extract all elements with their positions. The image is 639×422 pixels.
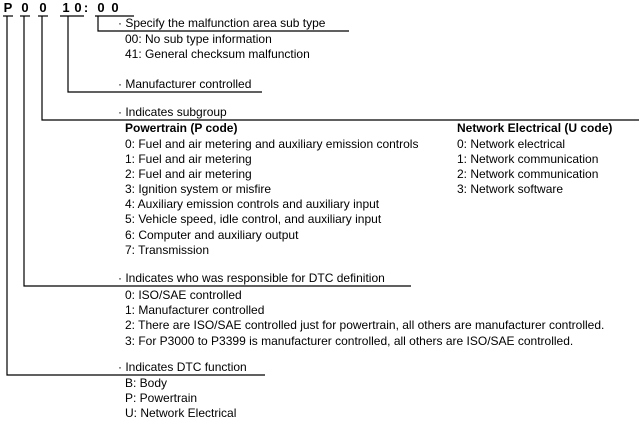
subgroup-header: · Indicates subgroup [118,105,227,119]
powertrain-item-7: 7: Transmission [125,243,210,257]
function-item-1: P: Powertrain [125,391,198,405]
code-char-function: P [3,0,13,15]
code-char-manufacturer-1: 1 [62,0,70,15]
powertrain-item-1: 1: Fuel and air metering [125,152,252,166]
code-char-subtype-2: 0 [111,0,119,15]
powertrain-item-6: 6: Computer and auxiliary output [125,228,299,242]
code-char-responsible: 0 [21,0,29,15]
subtype-header: · Specify the malfunction area sub type [118,16,326,30]
powertrain-item-0: 0: Fuel and air metering and auxiliary emission controls [125,137,419,151]
manufacturer-header: · Manufacturer controlled [118,77,252,91]
network-item-1: 1: Network communication [457,152,599,166]
responsible-item-2: 2: There are ISO/SAE controlled just for powertrain, all others are manufacturer controlled. [125,318,605,332]
code-char-subtype-1: 0 [97,0,105,15]
subtype-item-1: 41: General checksum malfunction [125,47,310,61]
powertrain-item-2: 2: Fuel and air metering [125,167,252,181]
code-char-manufacturer-2: 0 [74,0,82,15]
network-item-2: 2: Network communication [457,167,599,181]
responsible-item-3: 3: For P3000 to P3399 is manufacturer controlled, all others are ISO/SAE controlled. [125,334,574,348]
code-separator: : [83,0,89,15]
powertrain-title: Powertrain (P code) [125,121,238,135]
network-item-0: 0: Network electrical [457,137,566,151]
network-item-3: 3: Network software [457,182,564,196]
function-item-0: B: Body [125,376,168,390]
subtype-item-0: 00: No sub type information [125,32,272,46]
powertrain-item-5: 5: Vehicle speed, idle control, and auxiliary input [125,212,382,226]
responsible-item-1: 1: Manufacturer controlled [125,303,265,317]
responsible-item-0: 0: ISO/SAE controlled [125,288,242,302]
powertrain-item-4: 4: Auxiliary emission controls and auxiliary input [125,197,380,211]
function-item-2: U: Network Electrical [125,406,237,420]
function-header: · Indicates DTC function [118,360,247,374]
powertrain-item-3: 3: Ignition system or misfire [125,182,272,196]
responsible-header: · Indicates who was responsible for DTC definition [118,271,385,285]
code-char-subgroup: 0 [39,0,47,15]
network-title: Network Electrical (U code) [457,121,613,135]
